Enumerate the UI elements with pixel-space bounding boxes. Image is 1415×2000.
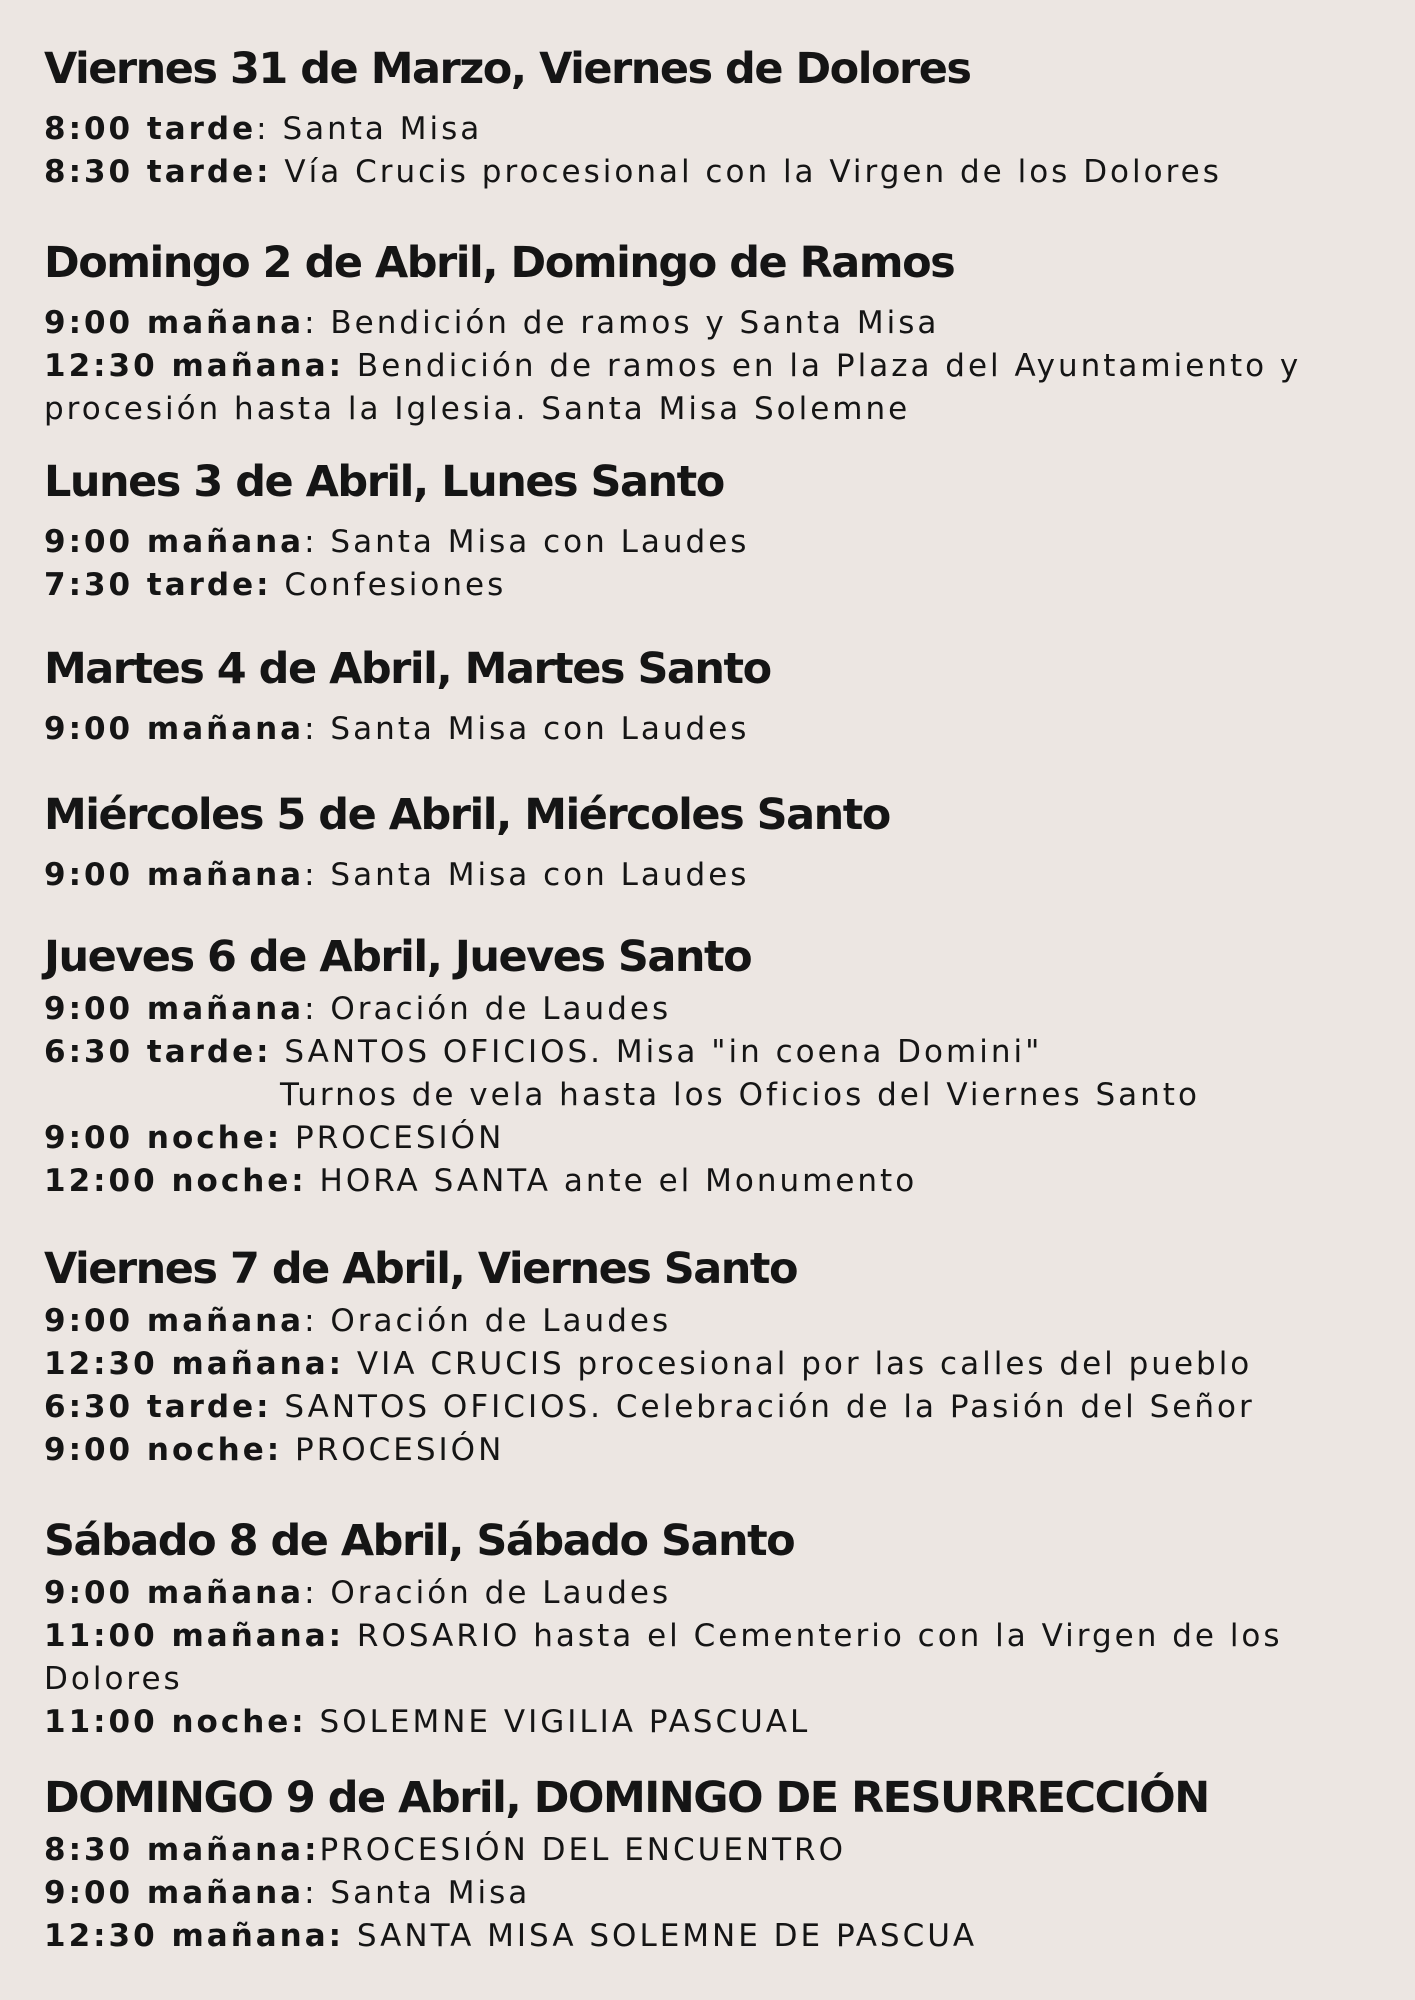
event-list	[44, 1572, 1384, 1744]
event-time: 11:00 noche:	[44, 1704, 307, 1740]
event-desc: : Oración de Laudes	[304, 1575, 672, 1611]
event-time: 9:00 mañana	[44, 991, 305, 1027]
day-title: Domingo 2 de Abril, Domingo de Ramos	[44, 238, 955, 288]
event-list	[44, 521, 1384, 607]
event-item	[44, 1872, 1384, 1915]
day-section-sabado-santo	[44, 1516, 1384, 1744]
event-item	[44, 1343, 1384, 1386]
event-item	[44, 1429, 1384, 1472]
event-desc: PROCESIÓN DEL ENCUENTRO	[319, 1832, 846, 1868]
event-time: 9:00 noche:	[44, 1120, 283, 1156]
event-time: 9:00 mañana	[44, 711, 305, 747]
event-time: 8:30 tarde:	[44, 154, 272, 190]
event-item	[44, 1300, 1384, 1343]
event-desc: Turnos de vela hasta los Oficios del Viernes Santo	[280, 1077, 1200, 1113]
event-item	[44, 151, 1384, 194]
event-time: 9:00 mañana	[44, 1303, 305, 1339]
day-title: Martes 4 de Abril, Martes Santo	[44, 644, 771, 694]
event-item	[44, 302, 1384, 345]
event-time: 8:30 mañana:	[44, 1832, 320, 1868]
day-title: Miércoles 5 de Abril, Miércoles Santo	[44, 790, 890, 840]
event-desc: SOLEMNE VIGILIA PASCUAL	[306, 1704, 811, 1740]
event-list	[44, 708, 1384, 751]
day-title: Viernes 31 de Marzo, Viernes de Dolores	[44, 44, 971, 94]
event-time: 11:00 mañana:	[44, 1618, 345, 1654]
event-list	[44, 1829, 1384, 1958]
event-time: 7:30 tarde:	[44, 567, 272, 603]
event-time: 12:00 noche:	[44, 1163, 307, 1199]
event-item	[44, 1386, 1384, 1429]
event-item	[44, 988, 1384, 1031]
event-desc: PROCESIÓN	[282, 1432, 505, 1468]
day-section-viernes-dolores	[44, 44, 1384, 194]
event-time: 9:00 noche:	[44, 1432, 283, 1468]
day-section-domingo-resurreccion	[44, 1773, 1384, 1958]
event-desc: : Santa Misa con Laudes	[304, 711, 750, 747]
day-section-jueves-santo	[44, 932, 1384, 1203]
event-list	[44, 1300, 1384, 1472]
event-time: 12:30 mañana:	[44, 348, 345, 384]
event-item	[44, 708, 1384, 751]
event-item	[44, 1615, 1384, 1701]
day-section-lunes-santo	[44, 457, 1384, 607]
event-desc: SANTOS OFICIOS. Misa "in coena Domini"	[271, 1034, 1043, 1070]
event-time: 12:30 mañana:	[44, 1918, 345, 1954]
event-item	[44, 1031, 1384, 1074]
event-item	[44, 564, 1384, 607]
event-desc: Confesiones	[271, 567, 507, 603]
event-time: 6:30 tarde:	[44, 1389, 272, 1425]
event-desc: Bendición de ramos en la Plaza del Ayuntamiento y procesión hasta la Iglesia. Santa Misa Solemne	[44, 348, 1302, 427]
event-time: 9:00 mañana	[44, 1575, 305, 1611]
event-item	[44, 345, 1384, 431]
event-desc: : Santa Misa con Laudes	[304, 524, 750, 560]
day-section-viernes-santo	[44, 1244, 1384, 1472]
event-desc: PROCESIÓN	[282, 1120, 505, 1156]
day-title: Lunes 3 de Abril, Lunes Santo	[44, 457, 724, 507]
event-list	[44, 302, 1384, 431]
event-desc: : Santa Misa con Laudes	[304, 857, 750, 893]
event-item	[44, 1160, 1384, 1203]
event-item	[44, 1117, 1384, 1160]
event-item	[44, 521, 1384, 564]
event-item	[44, 1701, 1384, 1744]
event-item	[44, 854, 1384, 897]
event-desc: HORA SANTA ante el Monumento	[306, 1163, 918, 1199]
day-title: DOMINGO 9 de Abril, DOMINGO DE RESURRECCIÓN	[44, 1773, 1209, 1823]
event-item-continuation	[44, 1074, 1384, 1117]
event-desc: SANTOS OFICIOS. Celebración de la Pasión del Señor	[271, 1389, 1255, 1425]
event-desc: : Oración de Laudes	[304, 991, 672, 1027]
event-desc: : Oración de Laudes	[304, 1303, 672, 1339]
event-list	[44, 988, 1384, 1203]
event-time: 9:00 mañana	[44, 305, 305, 341]
day-title: Jueves 6 de Abril, Jueves Santo	[44, 932, 752, 982]
event-desc: SANTA MISA SOLEMNE DE PASCUA	[344, 1918, 978, 1954]
event-desc: Vía Crucis procesional con la Virgen de los Dolores	[271, 154, 1222, 190]
event-desc: : Bendición de ramos y Santa Misa	[304, 305, 940, 341]
event-time: 8:00 tarde	[44, 111, 257, 147]
event-item	[44, 1915, 1384, 1958]
day-title: Sábado 8 de Abril, Sábado Santo	[44, 1516, 795, 1566]
event-desc: : Santa Misa	[256, 111, 483, 147]
event-time: 6:30 tarde:	[44, 1034, 272, 1070]
event-list	[44, 108, 1384, 194]
day-title: Viernes 7 de Abril, Viernes Santo	[44, 1244, 797, 1294]
event-item	[44, 1572, 1384, 1615]
event-desc: VIA CRUCIS procesional por las calles del pueblo	[344, 1346, 1253, 1382]
event-time: 9:00 mañana	[44, 524, 305, 560]
event-item	[44, 1829, 1384, 1872]
event-desc: ROSARIO hasta el Cementerio con la Virgen de los Dolores	[44, 1618, 1283, 1697]
event-time: 12:30 mañana:	[44, 1346, 345, 1382]
event-list	[44, 854, 1384, 897]
event-desc: : Santa Misa	[304, 1875, 531, 1911]
event-time: 9:00 mañana	[44, 857, 305, 893]
day-section-miercoles-santo	[44, 790, 1384, 897]
event-time: 9:00 mañana	[44, 1875, 305, 1911]
day-section-domingo-ramos	[44, 238, 1384, 431]
event-item	[44, 108, 1384, 151]
day-section-martes-santo	[44, 644, 1384, 751]
